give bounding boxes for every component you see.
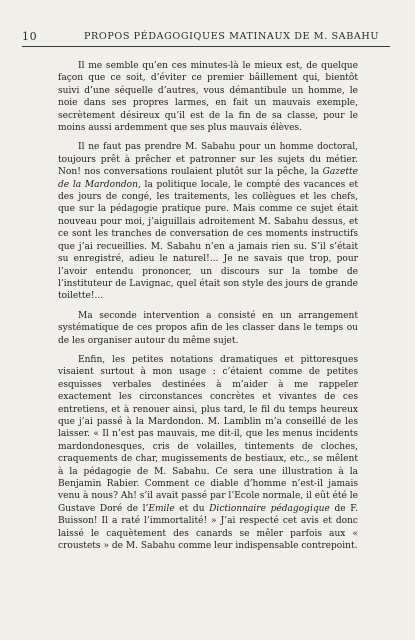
title-emile: Emile [148, 503, 175, 514]
paragraph-4-part-2: et du [174, 503, 210, 514]
paragraph-2 [58, 141, 358, 302]
title-dictionnaire: Dictionnaire pédagogique [209, 503, 330, 514]
paragraph-4-part-3: de F. Buisson! Il a raté l’immortalité! » J’ai respecté cet avis et donc laissé le caquètement des canards se mêler parfois aux « croustets » de M. Sabahu comme leur indispensable contrepoint. [58, 503, 358, 552]
paragraph-4-part-1: Enfin, les petites notations dramatiques et pittoresques visaient surtout à mon usage : c’étaient comme de petites esquisses verbales destinées à m’aider à me rappeler exactement les circonstances concrètes et vivantes de ces entretiens, et à renouer ainsi, plus tard, le fil du temps heureux que j’ai passé à la Mardondon. M. Lamblin m’a conseillé de les laisser. « Il n’est pas mauvais, me dit-il, que les menus incidents mardondonesques, cris de volailles, tintements de cloches, craquements de char, mugissements de bestiaux, etc., se mêlent à la pédagogie de M. Sabahu. Ce sera une illustration à la Benjamin Rabier. Comment ce diable d’homme n’est-il jamais venu à nous? Ah! s’il avait passé par l’Ecole normale, il eût été le Gustave Doré de l’ [58, 354, 358, 514]
body-text [58, 60, 358, 559]
running-title: PROPOS PÉDAGOGIQUES MATINAUX DE M. SABAHU [84, 31, 380, 42]
page-header [22, 30, 390, 46]
page-number: 10 [22, 30, 38, 43]
paragraph-3: Ma seconde intervention a consisté en un arrangement systématique de ces propos afin de les classer dans le temps ou de les organiser autour du même sujet. [58, 310, 358, 346]
paragraph-1: Il me semble qu’en ces minutes-là le mieux est, de quelque façon que ce soit, d’éviter ce premier bâillement qui, bientôt suivi d’une séquelle d’autres, vous démantibule un homme, le noie dans ses propres larmes, en fait un mauvais exemple, secrètement désireux qu’il est de la fin de sa classe, pour le moins aussi ardemment que ses plus mauvais élèves. [58, 61, 358, 134]
paragraph-2-part-1: Il ne faut pas prendre M. Sabahu pour un homme doctoral, toujours prêt à prêcher et patronner sur les sujets du métier. Non! nos conversations roulaient plutôt sur la pêche, la [58, 142, 358, 178]
paragraph-2-part-2: , la politique locale, le compté des vacances et des jours de congé, les traitements, les collègues et les chefs, que sur la pédagogie pratique pure. Mais comme ce sujet était nouveau pour moi, j’aiguillais adroitement M. Sabahu dessus, et ce sont les tranches de conversation de ces moments instructifs que j’ai recueillies. M. Sabahu n’en a jamais rien su. S’il s’était su enregistré, adieu le naturel!... Je ne savais que trop, pour l’avoir entendu prononcer, un discours sur la tombe de l’instituteur de Lavignac, quel était son style des jours de grande toilette!... [58, 179, 359, 302]
paragraph-4 [58, 354, 358, 553]
title-gazette: Gazette de la Mardondon [58, 167, 358, 190]
header-rule [22, 46, 390, 47]
